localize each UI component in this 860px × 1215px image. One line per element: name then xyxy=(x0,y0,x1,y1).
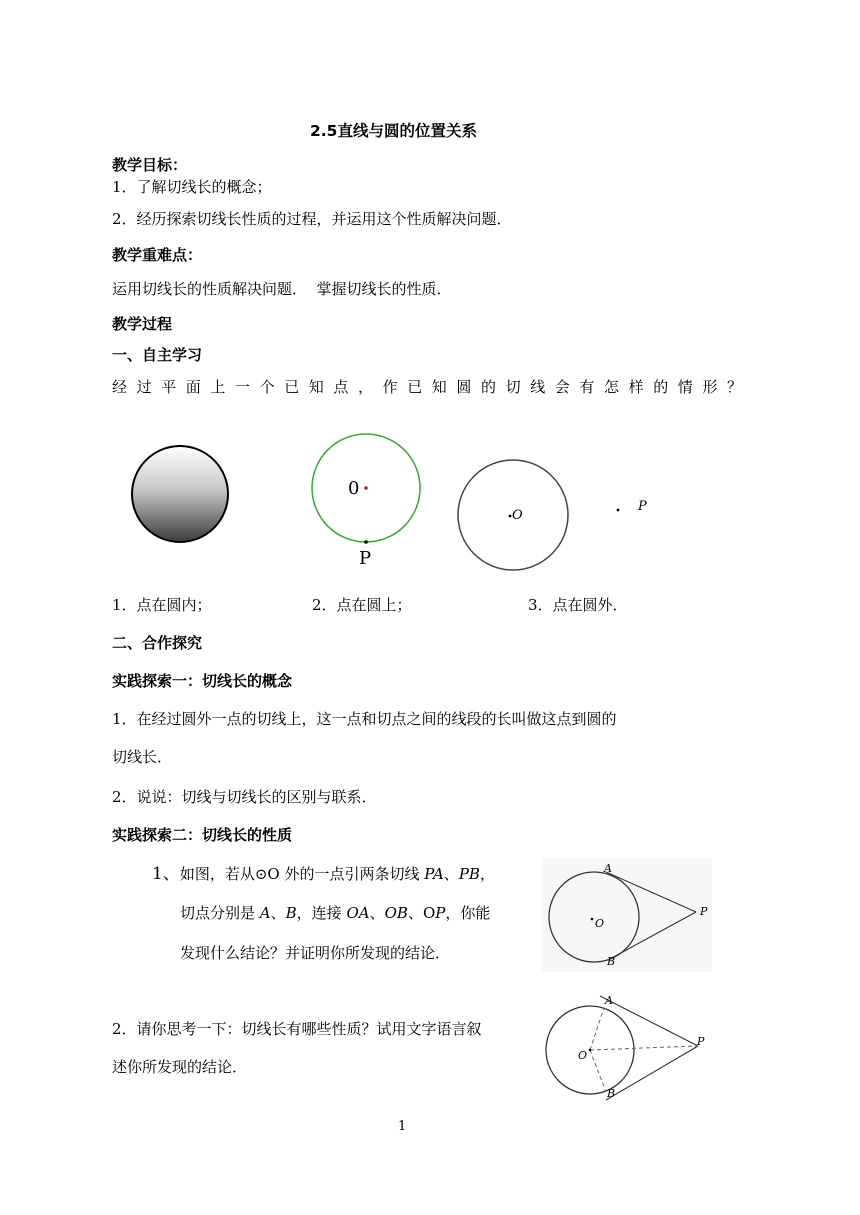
fig2-point-label: P xyxy=(359,548,372,569)
q1-sep3: 、 xyxy=(369,904,385,922)
fig4-label-o: O xyxy=(595,917,605,930)
case-1: 1．点在圆内； xyxy=(112,596,212,614)
key-points-heading: 教学重难点： xyxy=(112,246,203,264)
figure-tangent-lines-with-radii xyxy=(544,994,714,1104)
question-2-line-1: 2．请你思考一下：切线长有哪些性质？试用文字语言叙 xyxy=(112,1020,482,1038)
q1-text-a: 如图，若从⊙O 外的一点引两条切线 xyxy=(179,865,425,883)
q1-pa: PA xyxy=(424,865,444,883)
fig3-point-label: P xyxy=(638,499,647,514)
q1-text-d: ，连接 xyxy=(296,904,347,922)
explore1-heading: 实践探索一：切线长的概念 xyxy=(112,672,293,690)
question-1-line-3: 发现什么结论？并证明你所发现的结论． xyxy=(180,944,451,962)
question-1-line-2 xyxy=(180,906,490,921)
fig4-label-a: A xyxy=(604,862,612,875)
q1-b: B xyxy=(285,904,297,922)
section1-question: 经过平面上一个已知点，作已知圆的切线会有怎样的情形？ xyxy=(112,378,752,396)
q1-text-b: ， xyxy=(479,865,495,883)
q1-oa: OA xyxy=(346,904,370,922)
section1-heading: 一、自主学习 xyxy=(112,346,203,364)
page-number: 1 xyxy=(398,1119,407,1134)
process-heading: 教学过程 xyxy=(112,315,173,333)
q1-text-c: 切点分别是 xyxy=(180,904,260,922)
q1-pb: PB xyxy=(458,865,480,883)
explore1-p1-line2: 切线长． xyxy=(112,748,173,766)
q1-sep2: 、 xyxy=(270,904,286,922)
question-1-line-1 xyxy=(152,866,495,883)
q1-text-f: ，你能 xyxy=(445,904,491,922)
objective-item-2: 2．经历探索切线长性质的过程，并运用这个性质解决问题． xyxy=(112,210,512,228)
case-3: 3．点在圆外． xyxy=(528,596,628,614)
fig5-label-a: A xyxy=(605,994,613,1007)
figure-point-inside-circle xyxy=(130,444,230,544)
q1-sep1: 、 xyxy=(443,865,459,883)
figure-tangent-lines xyxy=(542,858,712,972)
fig4-label-p: P xyxy=(700,905,708,918)
page-title: 2.5直线与圆的位置关系 xyxy=(310,122,477,140)
question-1-number: 1、 xyxy=(152,864,180,884)
figure-point-outside-circle xyxy=(455,460,655,580)
explore2-heading: 实践探索二：切线长的性质 xyxy=(112,826,293,844)
key-points-text: 运用切线长的性质解决问题． 掌握切线长的性质． xyxy=(112,280,452,298)
q1-ob: OB xyxy=(384,904,408,922)
case-2: 2．点在圆上； xyxy=(312,596,412,614)
q1-a: A xyxy=(259,904,271,922)
fig5-label-o: O xyxy=(578,1049,588,1062)
fig5-label-p: P xyxy=(697,1035,705,1048)
explore1-p1-line1: 1．在经过圆外一点的切线上，这一点和切点之间的线段的长叫做这点到圆的 xyxy=(112,710,617,728)
objectives-heading: 教学目标： xyxy=(112,156,188,174)
fig4-label-b: B xyxy=(607,955,616,968)
question-2-line-2: 述你所发现的结论． xyxy=(112,1058,248,1076)
fig5-label-b: B xyxy=(607,1087,616,1100)
objective-item-1: 1．了解切线长的概念； xyxy=(112,178,272,196)
explore1-p2: 2．说说：切线与切线长的区别与联系． xyxy=(112,788,377,806)
q1-p: P xyxy=(435,904,446,922)
q1-text-e: 、O xyxy=(407,904,436,922)
section2-heading: 二、合作探究 xyxy=(112,634,203,652)
fig3-center-label: O xyxy=(512,508,523,523)
fig2-center-label: 0 xyxy=(348,478,360,499)
